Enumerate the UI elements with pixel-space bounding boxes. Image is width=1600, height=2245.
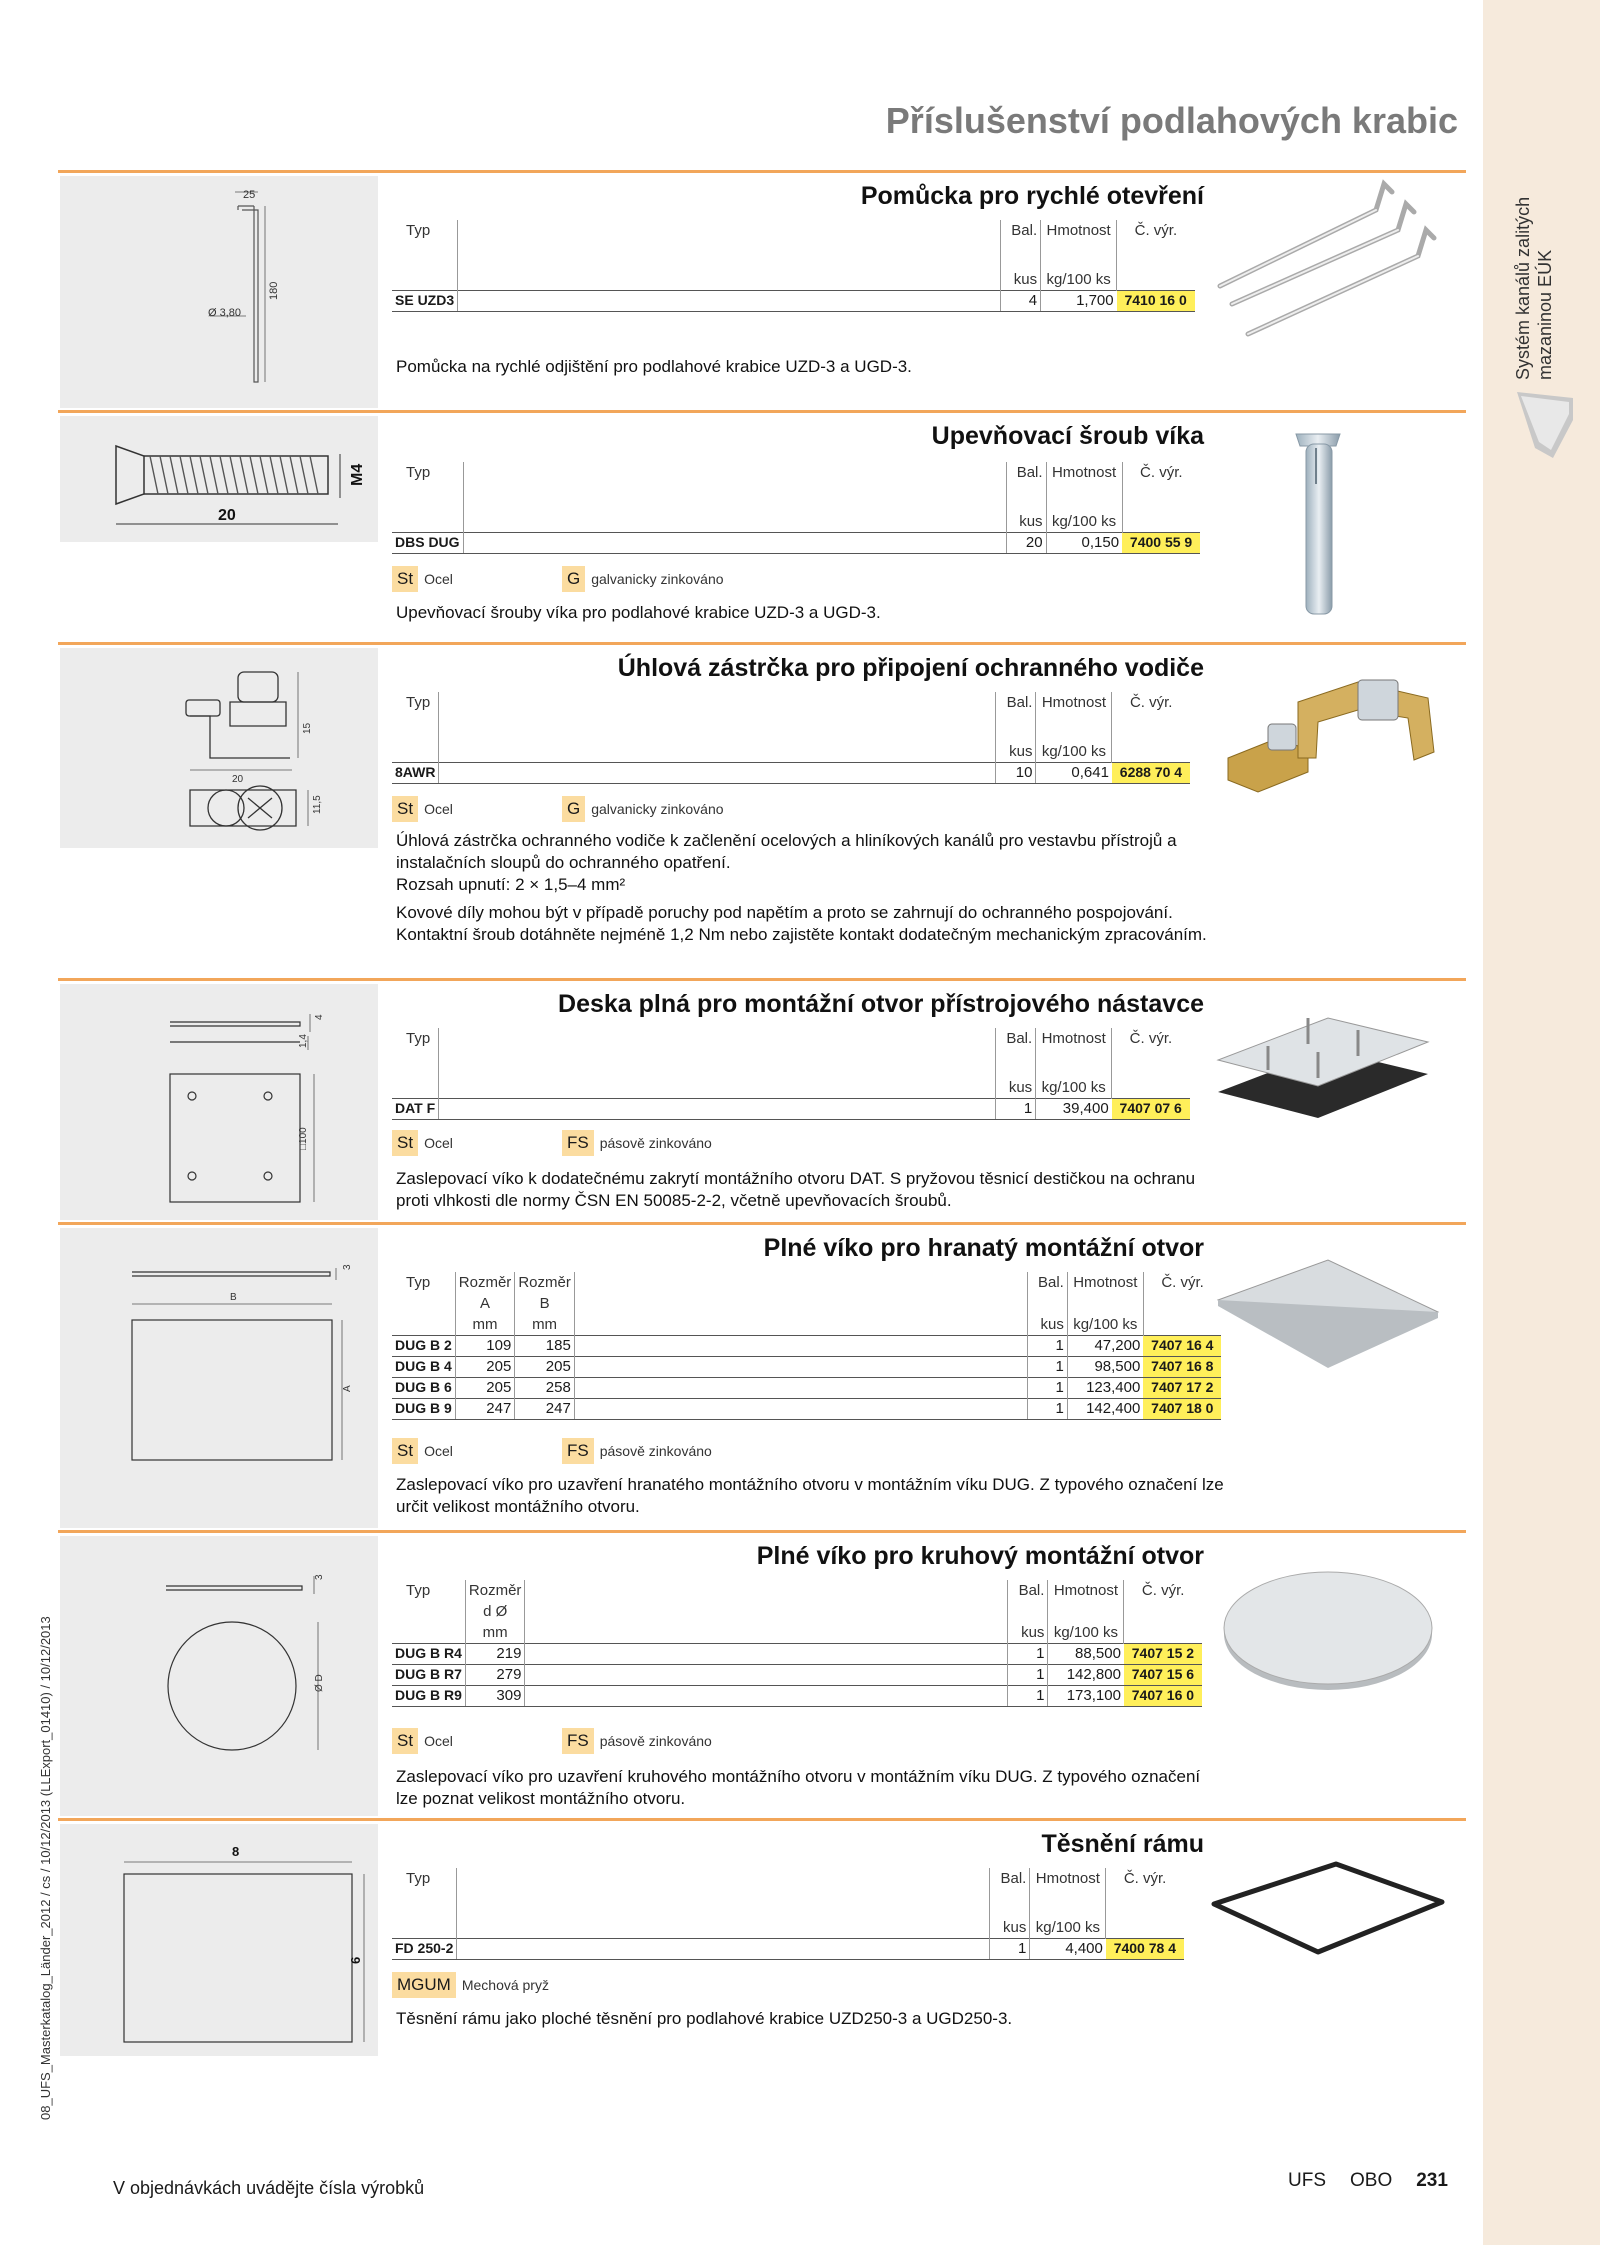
order-number: 7407 15 6 bbox=[1124, 1664, 1202, 1685]
product-section-blank-plate-dat bbox=[58, 978, 1466, 1222]
section-divider bbox=[58, 410, 1466, 413]
unit-kus: kus bbox=[1001, 269, 1041, 290]
material-legend: St Ocel G galvanicky zinkováno bbox=[392, 796, 453, 822]
dim-b: B bbox=[230, 1292, 237, 1303]
technical-drawing bbox=[60, 1228, 378, 1528]
sidebar-line1: Systém kanálů zalitých bbox=[1513, 196, 1533, 380]
product-section-quick-open-tool bbox=[58, 170, 1466, 410]
product-photo-round-cover bbox=[1208, 1560, 1448, 1700]
description-paragraph: Kovové díly mohou být v případě poruchy pod napětím a proto se zahrnují do ochranného pospojování. Kontaktní šroub dotáhněte nejméně 1,2 Nm nebo zajistěte kontakt dodatečným mechanickým zpracováním. bbox=[396, 903, 1207, 944]
section-title: Úhlová zástrčka pro připojení ochranného vodiče bbox=[617, 654, 1204, 682]
product-photo-square-cover bbox=[1208, 1252, 1448, 1392]
page-number: 231 bbox=[1416, 2170, 1448, 2191]
material-code-mgum: MGUM bbox=[392, 1972, 456, 1998]
product-table: Typ Bal. Hmotnost Č. výr. kus kg/100 ks DBS DUG 20 0,150 7400 55 9 bbox=[392, 462, 1200, 554]
product-section-frame-gasket bbox=[58, 1818, 1466, 2058]
dim-15: 15 bbox=[302, 722, 313, 734]
dim-20: 20 bbox=[218, 507, 236, 524]
order-number: 7407 16 8 bbox=[1143, 1356, 1221, 1377]
section-title: Plné víko pro hranatý montážní otvor bbox=[763, 1234, 1204, 1262]
table-row: DUG B 2 109 185 1 47,200 7407 16 4 bbox=[392, 1335, 1221, 1356]
order-number: 7407 16 4 bbox=[1143, 1335, 1221, 1356]
table-row: DAT F 1 39,400 7407 07 6 bbox=[392, 1098, 1190, 1119]
order-number: 6288 70 4 bbox=[1112, 762, 1190, 783]
table-row: DUG B 6 205 258 1 123,400 7407 17 2 bbox=[392, 1377, 1221, 1398]
footer-brand bbox=[1288, 2170, 1448, 2192]
product-table: Typ Rozměr Bal. Hmotnost Č. výr. d Ø mm kus kg/100 ks DUG B R4 219 1 88,500 7407 15 2 DUG B R7 279 1 142,800 7407 15 6 DUG B R9 309 1 173,100 7407 16 0 bbox=[392, 1580, 1202, 1707]
dim-25: 25 bbox=[243, 189, 256, 201]
order-number: 7407 18 0 bbox=[1143, 1398, 1221, 1419]
order-number: 7407 15 2 bbox=[1124, 1643, 1202, 1664]
product-photo-blank-plate bbox=[1208, 1000, 1448, 1140]
table-row: DUG B 9 247 247 1 142,400 7407 18 0 bbox=[392, 1398, 1221, 1419]
product-table: Typ Rozměr Rozměr Bal. Hmotnost Č. výr. A B mm mm kus kg/100 ks DUG B 2 109 185 1 47,200 7407 16 4 DUG B 4 205 205 1 98,500 7407 16 8 DUG B 6 205 258 1 123,400 7407 17 2 DUG B 9 247 247 1 142,400 7407 18 0 bbox=[392, 1272, 1221, 1420]
section-divider bbox=[58, 1530, 1466, 1533]
page-title: Příslušenství podlahových krabic bbox=[885, 100, 1458, 141]
sidebar-line2: mazaninou EÚK bbox=[1535, 249, 1555, 380]
section-divider bbox=[58, 978, 1466, 981]
dim-115: 11,5 bbox=[312, 795, 323, 814]
dim-d: Ø D bbox=[314, 1674, 325, 1692]
file-reference: 08_UFS_Masterkatalog_Länder_2012 / cs / 10/12/2013 (LLExport_01410) / 10/12/2013 bbox=[38, 1616, 53, 2120]
technical-drawing bbox=[60, 984, 378, 1220]
order-number: 7407 16 0 bbox=[1124, 1685, 1202, 1706]
col-typ: Typ bbox=[406, 222, 431, 239]
table-row: DUG B R4 219 1 88,500 7407 15 2 bbox=[392, 1643, 1202, 1664]
product-section-round-cover bbox=[58, 1530, 1466, 1818]
section-description: Těsnění rámu jako ploché těsnění pro podlahové krabice UZD250-3 a UGD250-3. bbox=[396, 2009, 1013, 2028]
section-title: Deska plná pro montážní otvor přístrojového nástavce bbox=[558, 990, 1204, 1018]
section-description: Zaslepovací víko pro uzavření hranatého montážního otvoru v montážním víku DUG. Z typového označení lze určit velikost montážního otvoru. bbox=[396, 1475, 1224, 1516]
chapter-tab-icon bbox=[1515, 390, 1575, 460]
table-row: 8AWR 10 0,641 6288 70 4 bbox=[392, 762, 1190, 783]
dim-14: 1,4 bbox=[298, 1034, 309, 1048]
section-description bbox=[396, 830, 1226, 946]
order-number: 7407 17 2 bbox=[1143, 1377, 1221, 1398]
product-photo-gasket bbox=[1208, 1858, 1448, 1968]
dim-100: □100 bbox=[298, 1127, 309, 1150]
footer-order-note: V objednávkách uvádějte čísla výrobků bbox=[113, 2178, 425, 2198]
dim-380: Ø 3,80 bbox=[208, 307, 242, 319]
material-legend: St Ocel FS pásově zinkováno bbox=[392, 1438, 453, 1464]
material-legend: MGUM Mechová pryž bbox=[392, 1972, 549, 1998]
dim-3: 3 bbox=[314, 1574, 325, 1580]
description-paragraph: Rozsah upnutí: 2 × 1,5–4 mm² bbox=[396, 875, 626, 894]
section-divider bbox=[58, 1818, 1466, 1821]
material-code-st: St bbox=[392, 566, 418, 592]
dim-180: 180 bbox=[268, 281, 280, 300]
section-description: Pomůcka na rychlé odjištění pro podlahové krabice UZD-3 a UGD-3. bbox=[396, 357, 912, 376]
order-number: 7400 55 9 bbox=[1122, 532, 1200, 553]
product-table: Typ Bal. Hmotnost Č. výr. kus kg/100 ks 8AWR 10 0,641 6288 70 4 bbox=[392, 692, 1190, 784]
section-description: Zaslepovací víko k dodatečnému zakrytí montážního otvoru DAT. S pryžovou těsnicí destičkou na ochranu proti vlhkosti dle normy ČSN EN 50085-2-2, včetně upevňovacích šroubů. bbox=[396, 1169, 1196, 1210]
section-title: Těsnění rámu bbox=[1041, 1830, 1204, 1858]
finish-code-g: G bbox=[562, 566, 585, 592]
section-description: Zaslepovací víko pro uzavření kruhového montážního otvoru v montážním víku DUG. Z typového označení lze poznat velikost montážního otvoru. bbox=[396, 1767, 1201, 1808]
table-row: DUG B 4 205 205 1 98,500 7407 16 8 bbox=[392, 1356, 1221, 1377]
unit-kg: kg/100 ks bbox=[1041, 269, 1117, 290]
dim-6: 6 bbox=[348, 1956, 363, 1964]
col-typ: Typ bbox=[406, 464, 431, 481]
table-row: DUG B R9 309 1 173,100 7407 16 0 bbox=[392, 1685, 1202, 1706]
col-bal: Bal. bbox=[1001, 220, 1041, 241]
technical-drawing bbox=[60, 176, 378, 408]
col-cvyr: Č. výr. bbox=[1117, 220, 1195, 241]
section-title: Upevňovací šroub víka bbox=[931, 422, 1204, 450]
dim-3: 3 bbox=[342, 1264, 353, 1270]
product-photo-hook-tools bbox=[1208, 174, 1448, 344]
order-number: 7400 78 4 bbox=[1106, 1938, 1184, 1959]
product-table: Typ Bal. Hmotnost Č. výr. kus kg/100 ks DAT F 1 39,400 7407 07 6 bbox=[392, 1028, 1190, 1120]
brand-obo: OBO bbox=[1350, 2170, 1393, 2191]
order-number: 7407 07 6 bbox=[1112, 1098, 1190, 1119]
dim-20: 20 bbox=[232, 774, 244, 785]
description-paragraph: Úhlová zástrčka ochranného vodiče k začlenění ocelových a hliníkových kanálů pro vestavbu přístrojů a instalačních sloupů do ochranného opatření. bbox=[396, 831, 1177, 872]
technical-drawing bbox=[60, 1824, 378, 2056]
col-hmotnost: Hmotnost bbox=[1041, 220, 1117, 241]
section-divider bbox=[58, 642, 1466, 645]
table-row: FD 250-2 1 4,400 7400 78 4 bbox=[392, 1938, 1184, 1959]
technical-drawing bbox=[60, 416, 378, 542]
product-table bbox=[392, 220, 1195, 312]
section-description: Upevňovací šrouby víka pro podlahové krabice UZD-3 a UGD-3. bbox=[396, 603, 881, 622]
section-title: Plné víko pro kruhový montážní otvor bbox=[756, 1542, 1204, 1570]
section-divider bbox=[58, 170, 1466, 173]
dim-m4: M4 bbox=[349, 463, 366, 486]
material-legend: St Ocel G galvanicky zinkováno bbox=[392, 566, 453, 592]
table-row: DBS DUG 20 0,150 7400 55 9 bbox=[392, 532, 1200, 553]
technical-drawing bbox=[60, 1536, 378, 1816]
table-row: SE UZD3 4 1,700 7410 16 0 bbox=[392, 290, 1195, 311]
section-divider bbox=[58, 1222, 1466, 1225]
dim-a: A bbox=[342, 1385, 353, 1392]
brand-ufs: UFS bbox=[1288, 2170, 1326, 2191]
sidebar-chapter-label bbox=[1512, 120, 1572, 380]
material-legend: St Ocel FS pásově zinkováno bbox=[392, 1130, 453, 1156]
table-row: DUG B R7 279 1 142,800 7407 15 6 bbox=[392, 1664, 1202, 1685]
product-photo-angle-plug bbox=[1208, 662, 1448, 802]
product-section-square-cover bbox=[58, 1222, 1466, 1530]
dim-4: 4 bbox=[314, 1014, 325, 1020]
dim-8: 8 bbox=[232, 1844, 240, 1859]
technical-drawing bbox=[60, 648, 378, 848]
product-section-angle-plug bbox=[58, 642, 1466, 978]
order-number: 7410 16 0 bbox=[1117, 290, 1195, 311]
product-table: Typ Bal. Hmotnost Č. výr. kus kg/100 ks FD 250-2 1 4,400 7400 78 4 bbox=[392, 1868, 1184, 1960]
product-section-cover-screw bbox=[58, 410, 1466, 642]
section-title: Pomůcka pro rychlé otevření bbox=[860, 182, 1204, 210]
material-legend: St Ocel FS pásově zinkováno bbox=[392, 1728, 453, 1754]
product-photo-screw bbox=[1208, 424, 1448, 624]
